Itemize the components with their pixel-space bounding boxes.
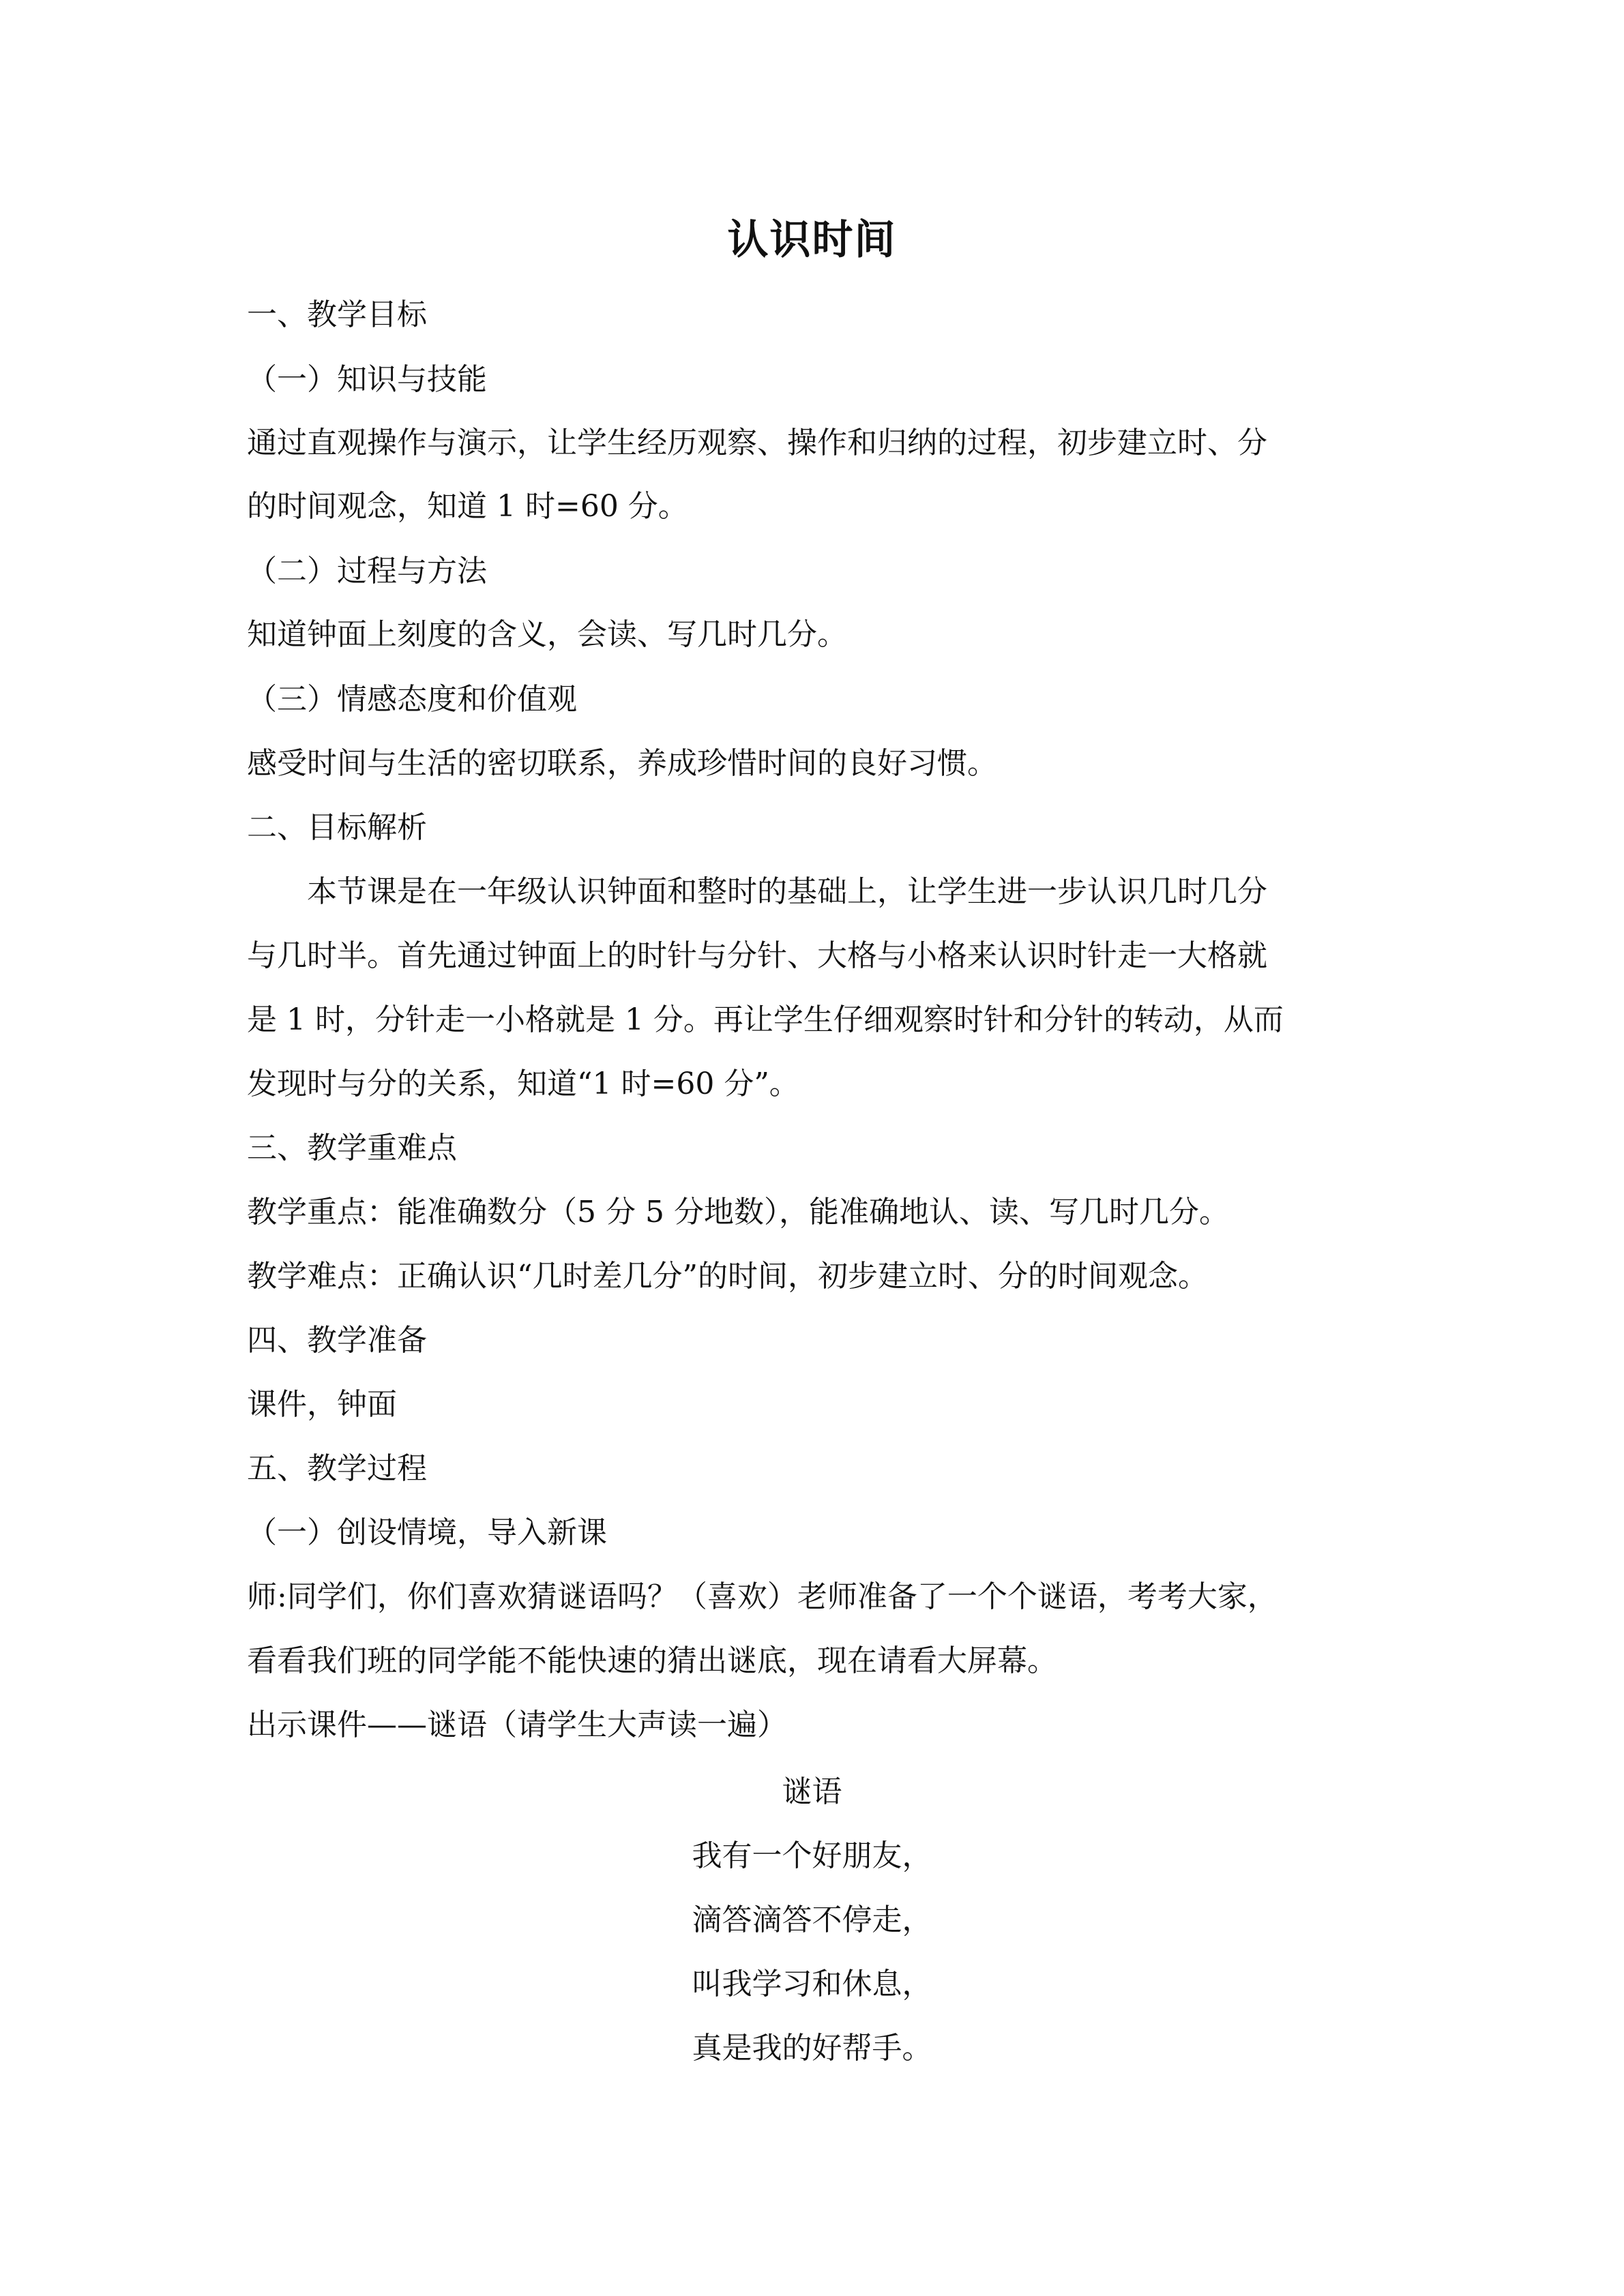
paragraph-line: 感受时间与生活的密切联系，养成珍惜时间的良好习惯。 bbox=[247, 746, 997, 781]
paragraph-line: 本节课是在一年级认识钟面和整时的基础上，让学生进一步认识几时几分 bbox=[307, 874, 1267, 909]
riddle-line: 真是我的好帮手。 bbox=[692, 2031, 932, 2066]
paragraph-line: 与几时半。首先通过钟面上的时针与分针、大格与小格来认识时针走一大格就 bbox=[247, 938, 1267, 973]
paragraph-line: 师:同学们，你们喜欢猜谜语吗？（喜欢）老师准备了一个个谜语，考考大家， bbox=[247, 1579, 1278, 1614]
riddle-line: 叫我学习和休息， bbox=[692, 1967, 932, 2001]
paragraph-line: 看看我们班的同学能不能快速的猜出谜底，现在请看大屏幕。 bbox=[247, 1643, 1057, 1678]
section-heading-process: 五、教学过程 bbox=[247, 1451, 427, 1486]
section-heading-analysis: 二、目标解析 bbox=[247, 810, 427, 845]
paragraph-line: 课件，钟面 bbox=[247, 1387, 397, 1422]
riddle-line: 我有一个好朋友， bbox=[692, 1838, 932, 1873]
section-heading-key-points: 三、教学重难点 bbox=[247, 1131, 457, 1165]
document-title: 认识时间 bbox=[727, 216, 897, 264]
riddle-title: 谜语 bbox=[782, 1774, 842, 1809]
section-heading-objectives: 一、教学目标 bbox=[247, 297, 427, 332]
riddle-line: 滴答滴答不停走， bbox=[692, 1903, 932, 1937]
paragraph-line: 教学难点：正确认识“几时差几分”的时间，初步建立时、分的时间观念。 bbox=[247, 1259, 1208, 1294]
section-heading-preparation: 四、教学准备 bbox=[247, 1323, 427, 1358]
paragraph-line: 通过直观操作与演示，让学生经历观察、操作和归纳的过程，初步建立时、分 bbox=[247, 426, 1267, 460]
subheading-emotion-values: （三）情感态度和价值观 bbox=[247, 682, 577, 717]
subheading-create-situation: （一）创设情境，导入新课 bbox=[247, 1515, 607, 1550]
paragraph-line: 是 1 时，分针走一小格就是 1 分。再让学生仔细观察时针和分针的转动，从而 bbox=[247, 1002, 1284, 1037]
subheading-process-method: （二）过程与方法 bbox=[247, 554, 487, 588]
paragraph-line: 教学重点：能准确数分（5 分 5 分地数），能准确地认、读、写几时几分。 bbox=[247, 1195, 1229, 1229]
paragraph-line: 的时间观念，知道 1 时=60 分。 bbox=[247, 489, 688, 524]
paragraph-line: 发现时与分的关系，知道“1 时=60 分”。 bbox=[247, 1067, 799, 1101]
paragraph-line: 知道钟面上刻度的含义，会读、写几时几分。 bbox=[247, 617, 847, 652]
subheading-knowledge-skills: （一）知识与技能 bbox=[247, 362, 487, 397]
paragraph-line: 出示课件——谜语（请学生大声读一遍） bbox=[247, 1708, 787, 1742]
